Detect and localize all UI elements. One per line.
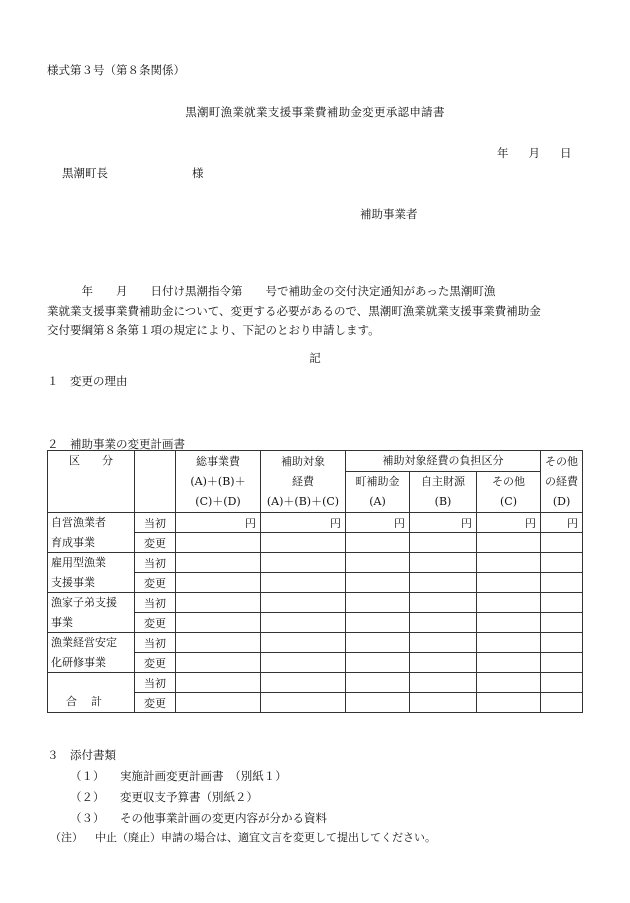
header-town-subsidy: 町補助金 (A): [346, 472, 410, 513]
note-label: （注）: [50, 831, 83, 844]
attachment-item: （１） 実施計画変更計画書 （別紙１）: [70, 769, 287, 783]
header-status-blank: [135, 451, 176, 513]
status-initial: 当初: [135, 673, 176, 693]
category-cell: 漁業経営安定 化研修事業: [48, 633, 135, 673]
unit-yen: 円: [261, 513, 346, 533]
body-line-1: 年 月 日付け黒潮指令第 号で補助金の交付決定通知があった黒潮町漁: [47, 284, 496, 298]
plan-table: [47, 450, 583, 713]
section-3-heading: ３ 添付書類: [47, 748, 116, 762]
status-initial: 当初: [135, 513, 176, 533]
addressee: [62, 165, 204, 181]
unit-yen: 円: [541, 513, 583, 533]
status-initial: 当初: [135, 633, 176, 653]
attachment-item: （２） 変更収支予算書（別紙２）: [70, 790, 258, 804]
header-other-expense: その他 の経費 (D): [541, 451, 583, 513]
status-change: 変更: [135, 573, 176, 593]
date-month: 月: [528, 146, 540, 160]
category-cell: 雇用型漁業 支援事業: [48, 553, 135, 593]
header-eligible-cost: 補助対象 経費 (A)＋(B)＋(C): [261, 451, 346, 513]
section-2-heading: ２ 補助事業の変更計画書: [47, 437, 185, 451]
body-line-2: 業就業支援事業費補助金について、変更する必要があるので、黒潮町漁業就業支援事業費補助金: [47, 303, 541, 318]
attachment-item: （３） その他事業計画の変更内容が分かる資料: [70, 811, 327, 825]
status-initial: 当初: [135, 553, 176, 573]
status-change: 変更: [135, 653, 176, 673]
header-total-cost: 総事業費 (A)＋(B)＋ (C)＋(D): [176, 451, 261, 513]
body-text: [47, 282, 587, 341]
body-line-3: 交付要綱第８条第１項の規定により、下記のとおり申請します。: [47, 323, 380, 337]
unit-yen: 円: [410, 513, 477, 533]
applicant-label: 補助事業者: [360, 207, 418, 221]
header-other: その他 (C): [477, 472, 541, 513]
header-burden-group: 補助対象経費の負担区分: [346, 451, 541, 472]
addressee-honorific: 様: [192, 166, 204, 180]
form-number: 様式第３号（第８条関係）: [47, 63, 185, 77]
status-initial: 当初: [135, 593, 176, 613]
document-title: 黒潮町漁業就業支援事業費補助金変更承認申請書: [185, 105, 445, 119]
status-change: 変更: [135, 613, 176, 633]
header-self-funds: 自主財源 (B): [410, 472, 477, 513]
ki-marker: 記: [309, 351, 321, 365]
status-change: 変更: [135, 533, 176, 553]
note: [50, 829, 436, 845]
category-cell: 漁家子弟支援 事業: [48, 593, 135, 633]
addressee-name: 黒潮町長: [62, 166, 108, 180]
section-1-heading: １ 変更の理由: [47, 374, 128, 388]
status-change: 変更: [135, 693, 176, 713]
date-year: 年: [497, 146, 509, 160]
header-category: 区 分: [48, 451, 135, 513]
date-line: [497, 145, 572, 161]
total-label: 合計: [48, 673, 135, 713]
unit-yen: 円: [176, 513, 261, 533]
date-day: 日: [560, 146, 572, 160]
note-text: 中止（廃止）申請の場合は、適宜文言を変更して提出してください。: [95, 831, 436, 844]
category-cell: 自営漁業者 育成事業: [48, 513, 135, 553]
unit-yen: 円: [477, 513, 541, 533]
unit-yen: 円: [346, 513, 410, 533]
